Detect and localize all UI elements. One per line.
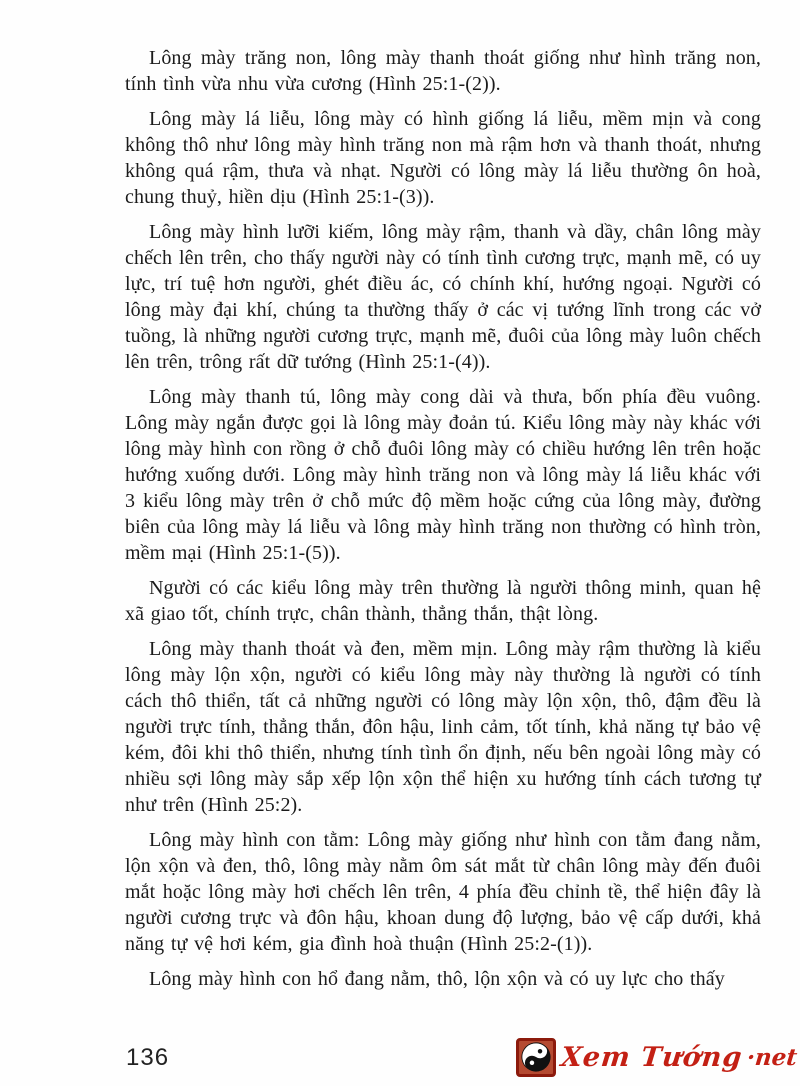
watermark-domain-suffix: ·net: [745, 1043, 799, 1071]
watermark: [516, 1036, 797, 1078]
paragraph-elegant-eyebrow: Lông mày thanh tú, lông mày cong dài và thưa, bốn phía đều vuông. Lông mày ngắn được gọi là lông mày đoản tú. Kiểu lông mày này khác với lông mày hình con rồng ở chỗ đuôi lông mày có chiều hướng lên trên hoặc hướng xuống dưới. Lông mày hình trăng non và lông mày lá liễu khác với 3 kiểu lông mày trên ở chỗ mức độ mềm hoặc cứng của lông mày, đường biên của lông mày lá liễu và lông mày hình trăng non thường có hình tròn, mềm mại (Hình 25:1-(5)).: [125, 386, 761, 564]
yin-yang-icon: [516, 1038, 556, 1077]
page-footer: [0, 1036, 800, 1086]
paragraph-messy-eyebrow: Lông mày thanh thoát và đen, mềm mịn. Lông mày rậm thường là kiểu lông mày lộn xộn, người có kiểu lông mày này thường là người có tính cách thô thiển, tất cả những người có lông mày lộn xộn, thô, đậm đều là người trực tính, thẳng thắn, đôn hậu, linh cảm, tốt tính, khả năng tự bảo vệ kém, đôi khi thô thiển, nhưng tính tình ổn định, nếu bên ngoài lông mày có nhiều sợi lông mày sắp xếp lộn xộn thể hiện xu hướng tính cách tương tự như trên (Hình 25:2).: [125, 638, 761, 816]
paragraph-willow-eyebrow: Lông mày lá liễu, lông mày có hình giống lá liễu, mềm mịn và cong không thô như lông mày hình trăng non mà rậm hơn và thanh thoát, nhưng không quá rậm, thưa và nhạt. Người có lông mày lá liễu thường ôn hoà, chung thuỷ, hiền dịu (Hình 25:1-(3)).: [125, 108, 761, 208]
page-number: 136: [126, 1044, 170, 1071]
paragraph-sword-eyebrow: Lông mày hình lưỡi kiếm, lông mày rậm, thanh và dầy, chân lông mày chếch lên trên, cho thấy người này có tính tình cương trực, mạnh mẽ, có uy lực, trí tuệ hơn người, ghét điều ác, có chính khí, hướng ngoại. Người có lông mày đại khí, chúng ta thường thấy ở các vị tướng lĩnh trong các vở tuồng, là những người cương trực, mạnh mẽ, đuôi của lông mày luôn chếch lên trên, trông rất dữ tướng (Hình 25:1-(4)).: [125, 221, 761, 373]
page-body: [125, 45, 761, 1001]
paragraph-tiger-eyebrow: Lông mày hình con hổ đang nằm, thô, lộn xộn và có uy lực cho thấy: [149, 968, 725, 990]
paragraph-personality-summary: Người có các kiểu lông mày trên thường là người thông minh, quan hệ xã giao tốt, chính trực, chân thành, thẳng thắn, thật lòng.: [125, 577, 761, 625]
paragraph-silkworm-eyebrow: Lông mày hình con tằm: Lông mày giống như hình con tằm đang nằm, lộn xộn và đen, thô, lông mày nằm ôm sát mắt từ chân lông mày đến đuôi mắt hoặc lông mày hơi chếch lên trên, 4 phía đều chỉnh tề, thể hiện đây là người cương trực và đôn hậu, khoan dung độ lượng, bảo vệ cấp dưới, khả năng tự vệ hơi kém, gia đình hoà thuận (Hình 25:2-(1)).: [125, 829, 761, 955]
paragraph-moon-eyebrow: Lông mày trăng non, lông mày thanh thoát giống như hình trăng non, tính tình vừa nhu vừa cương (Hình 25:1-(2)).: [125, 47, 761, 95]
watermark-site-name: Xem Tướng: [559, 1041, 744, 1073]
